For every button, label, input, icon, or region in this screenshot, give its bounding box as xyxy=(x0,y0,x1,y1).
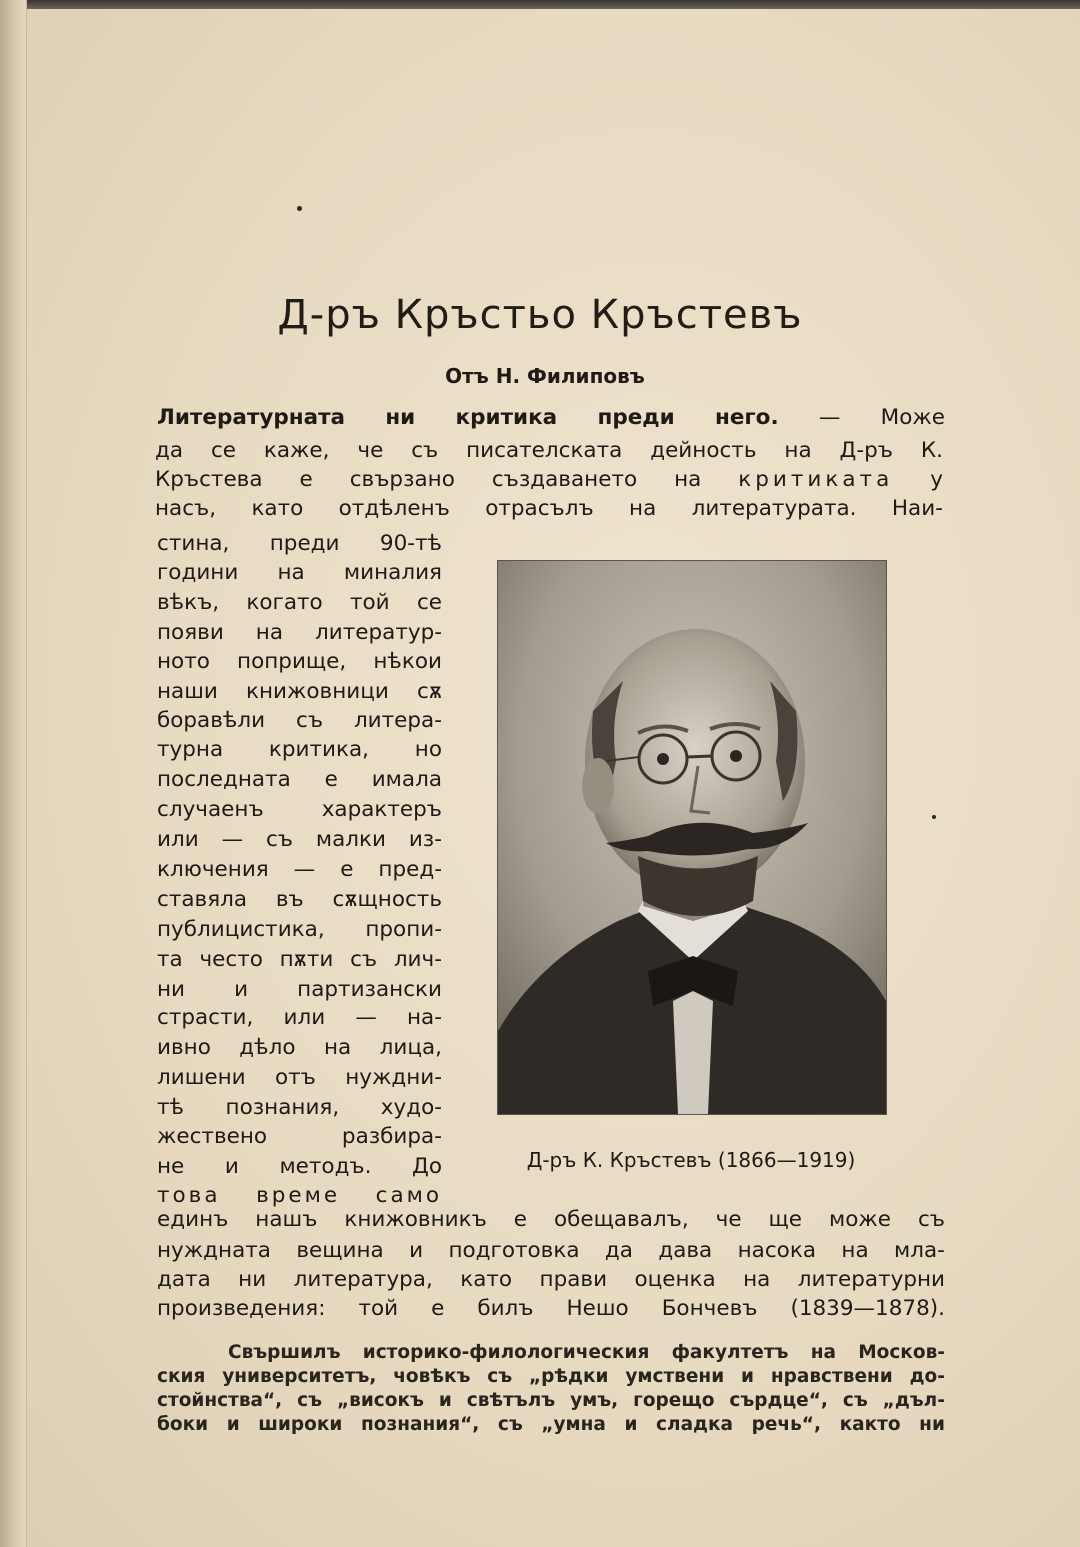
text-line xyxy=(157,618,442,648)
word: ще xyxy=(768,1207,803,1232)
word: е xyxy=(299,467,313,492)
word: ставяла xyxy=(157,887,248,912)
word: у xyxy=(930,467,943,492)
word: литератур- xyxy=(315,620,442,645)
ink-speck xyxy=(297,206,302,211)
word: критиката xyxy=(738,467,894,492)
word: прави xyxy=(539,1267,608,1292)
word: сѫщность xyxy=(332,887,442,912)
word: турна xyxy=(157,737,224,762)
word: съ xyxy=(297,1390,323,1411)
word: да xyxy=(604,1238,633,1263)
word: че xyxy=(357,438,384,463)
word: миналия xyxy=(343,560,442,585)
word: худо- xyxy=(380,1095,442,1120)
word: дава xyxy=(658,1238,713,1263)
word: ни xyxy=(919,1414,945,1435)
word: съ xyxy=(265,827,293,852)
word: боравѣли xyxy=(157,708,266,733)
word: пред- xyxy=(378,857,442,882)
text-line xyxy=(157,915,442,945)
word: когато xyxy=(246,590,323,615)
word: — xyxy=(293,857,316,882)
word: из- xyxy=(408,827,442,852)
word: ключения xyxy=(157,857,269,882)
ink-speck xyxy=(932,815,936,819)
footnote-line xyxy=(228,1340,945,1366)
word: въ xyxy=(275,887,304,912)
word: лица, xyxy=(379,1035,442,1060)
word: историко-филологическия xyxy=(362,1342,650,1363)
word: на xyxy=(841,1238,869,1263)
word: вѣкъ, xyxy=(157,590,220,615)
word: съ xyxy=(917,1207,945,1232)
text-line xyxy=(157,647,442,677)
word: книжовникъ xyxy=(344,1207,487,1232)
word: университетъ, xyxy=(222,1366,377,1387)
word: Свършилъ xyxy=(228,1342,341,1363)
page-binding-shadow xyxy=(0,0,27,1547)
word: се xyxy=(210,438,236,463)
text-line xyxy=(157,677,442,707)
word: и xyxy=(234,977,249,1002)
word: умствени xyxy=(625,1366,725,1387)
word: Кръстева xyxy=(155,467,263,492)
word: пропи- xyxy=(365,917,442,942)
word: ни xyxy=(157,977,186,1002)
article-title: Д-ръ Кръстьо Кръстевъ xyxy=(277,292,803,338)
word: пѫти xyxy=(279,947,334,972)
word: нуждната xyxy=(157,1238,271,1263)
footnote-line xyxy=(157,1364,945,1390)
word: човѣкъ xyxy=(393,1366,471,1387)
word: До xyxy=(412,1154,442,1179)
word: и xyxy=(409,1238,424,1263)
word: отрасълъ xyxy=(485,496,594,521)
text-line xyxy=(157,529,442,559)
word: Москов- xyxy=(858,1342,945,1363)
word: познания“, xyxy=(360,1414,480,1435)
word: често xyxy=(199,947,263,972)
word: появи xyxy=(157,620,224,645)
word: (1839—1878). xyxy=(790,1296,945,1321)
word: или xyxy=(283,1005,326,1030)
text-line xyxy=(157,825,442,855)
word: „високъ xyxy=(336,1390,424,1411)
word: се xyxy=(416,590,442,615)
word: и xyxy=(741,1366,754,1387)
word: критика, xyxy=(268,737,370,762)
word: на xyxy=(323,1035,352,1060)
word: 90-тѣ xyxy=(379,531,442,556)
text-line xyxy=(157,945,442,975)
word: или xyxy=(157,827,199,852)
portrait-image xyxy=(498,561,886,1114)
word: е xyxy=(340,857,354,882)
article-byline: Отъ Н. Филиповъ xyxy=(445,364,645,388)
word: дата xyxy=(157,1267,211,1292)
text-line xyxy=(157,1122,442,1152)
text-line xyxy=(157,765,442,795)
word: на xyxy=(784,438,812,463)
word: е xyxy=(324,767,338,792)
word: нѣкои xyxy=(373,649,442,674)
word: това xyxy=(157,1183,221,1208)
word: обещавалъ, xyxy=(553,1207,689,1232)
word: насока xyxy=(737,1238,816,1263)
word: лишени xyxy=(157,1065,246,1090)
word: на xyxy=(629,496,657,521)
text-line xyxy=(157,1265,945,1295)
text-line xyxy=(157,1205,945,1235)
word: каже, xyxy=(263,438,330,463)
word: книжовници xyxy=(246,679,389,704)
word: лич- xyxy=(393,947,442,972)
word: — xyxy=(818,405,841,430)
word: но xyxy=(414,737,442,762)
word: ския xyxy=(157,1366,206,1387)
word: ни xyxy=(238,1267,267,1292)
word: — xyxy=(355,1005,377,1030)
word: на xyxy=(277,560,305,585)
word: той xyxy=(358,1296,399,1321)
text-line xyxy=(157,1294,945,1324)
word: съ xyxy=(411,438,439,463)
word: критика xyxy=(455,405,558,430)
text-line xyxy=(157,1003,442,1033)
word: та xyxy=(157,947,183,972)
word: литературни xyxy=(797,1267,945,1292)
word: ивно xyxy=(157,1035,211,1060)
text-line xyxy=(157,1152,442,1182)
word: разбира- xyxy=(341,1124,442,1149)
word: факултетъ xyxy=(671,1342,789,1363)
word: съ xyxy=(296,708,324,733)
text-line xyxy=(155,465,943,495)
text-line xyxy=(157,1063,442,1093)
word: свързано xyxy=(349,467,455,492)
word: „умна xyxy=(541,1414,606,1435)
word: само xyxy=(375,1183,442,1208)
word: мла- xyxy=(894,1238,945,1263)
word: като xyxy=(251,496,304,521)
word: тѣ xyxy=(157,1095,184,1120)
word: и xyxy=(438,1390,452,1411)
word: на xyxy=(810,1342,836,1363)
word: нуждни- xyxy=(345,1065,442,1090)
word: горещо xyxy=(633,1390,715,1411)
text-line xyxy=(157,735,442,765)
word: нашъ xyxy=(255,1207,318,1232)
text-line xyxy=(157,855,442,885)
footnote-line xyxy=(157,1412,945,1438)
word: нравствени xyxy=(770,1366,893,1387)
word: поприще, xyxy=(237,649,347,674)
word: публицистика, xyxy=(157,917,325,942)
word: литера- xyxy=(353,708,442,733)
word: е xyxy=(431,1296,445,1321)
word: партизански xyxy=(297,977,442,1002)
word: на xyxy=(743,1267,771,1292)
word: вещина xyxy=(296,1238,384,1263)
word: литература, xyxy=(293,1267,433,1292)
word: е xyxy=(513,1207,527,1232)
word: „дъл- xyxy=(882,1390,945,1411)
word: литературата. xyxy=(691,496,857,521)
word: както xyxy=(839,1414,901,1435)
word: умъ, xyxy=(570,1390,619,1411)
text-line xyxy=(157,795,442,825)
word: съ xyxy=(350,947,378,972)
word: преди xyxy=(269,531,340,556)
word: стина, xyxy=(157,531,230,556)
word: като xyxy=(460,1267,513,1292)
word: и xyxy=(624,1414,638,1435)
text-line xyxy=(157,588,442,618)
word: съ xyxy=(497,1414,523,1435)
word: на xyxy=(255,620,284,645)
word: страсти, xyxy=(157,1005,254,1030)
text-line xyxy=(155,494,943,524)
word: време xyxy=(256,1183,341,1208)
word: да xyxy=(155,438,184,463)
word: произведения: xyxy=(157,1296,326,1321)
word: писателската xyxy=(466,438,623,463)
scan-edge xyxy=(0,0,1080,9)
text-line xyxy=(157,558,442,588)
word: дѣло xyxy=(239,1035,296,1060)
word: ното xyxy=(157,649,210,674)
word: „рѣдки xyxy=(528,1366,609,1387)
word: подготовка xyxy=(448,1238,580,1263)
word: имала xyxy=(371,767,442,792)
portrait-photo xyxy=(497,560,887,1115)
word: сладка xyxy=(656,1414,734,1435)
word: боки xyxy=(157,1414,209,1435)
word: на- xyxy=(407,1005,442,1030)
word: съ xyxy=(487,1366,513,1387)
word: жествено xyxy=(157,1124,268,1149)
word: наши xyxy=(157,679,218,704)
word: Нешо xyxy=(566,1296,629,1321)
word: — xyxy=(221,827,244,852)
word: създаването xyxy=(491,467,638,492)
word: характеръ xyxy=(321,797,442,822)
word: до- xyxy=(909,1366,945,1387)
text-line xyxy=(157,706,442,736)
word: може xyxy=(828,1207,891,1232)
footnote-line xyxy=(157,1388,945,1414)
text-line xyxy=(157,1033,442,1063)
text-line xyxy=(157,403,945,433)
word: той xyxy=(350,590,390,615)
word: и xyxy=(224,1154,239,1179)
text-line xyxy=(157,885,442,915)
word: случаенъ xyxy=(157,797,264,822)
word: преди xyxy=(597,405,675,430)
word: и xyxy=(226,1414,240,1435)
word: него. xyxy=(715,405,779,430)
word: Литературната xyxy=(157,405,346,430)
word: отдѣленъ xyxy=(338,496,450,521)
word: единъ xyxy=(157,1207,229,1232)
word: насъ, xyxy=(155,496,217,521)
word: на xyxy=(674,467,702,492)
word: сѫ xyxy=(417,679,442,704)
word: речь“, xyxy=(751,1414,821,1435)
word: съ xyxy=(842,1390,868,1411)
word: методъ. xyxy=(279,1154,372,1179)
word: не xyxy=(157,1154,185,1179)
word: че xyxy=(715,1207,742,1232)
word: познания, xyxy=(225,1095,340,1120)
photo-caption: Д-ръ К. Кръстевъ (1866—1919) xyxy=(526,1148,856,1172)
text-line xyxy=(155,436,943,466)
text-line xyxy=(157,1093,442,1123)
word: ни xyxy=(385,405,416,430)
word: Д-ръ xyxy=(839,438,893,463)
word: Наи- xyxy=(891,496,943,521)
word: Може xyxy=(880,405,945,430)
word: сърдце“, xyxy=(729,1390,828,1411)
word: години xyxy=(157,560,239,585)
word: К. xyxy=(920,438,943,463)
word: свѣтълъ xyxy=(466,1390,556,1411)
text-line xyxy=(157,975,442,1005)
text-line xyxy=(157,1236,945,1266)
word: широки xyxy=(258,1414,343,1435)
word: малки xyxy=(315,827,386,852)
word: дейность xyxy=(650,438,757,463)
word: Бончевъ xyxy=(661,1296,758,1321)
word: билъ xyxy=(477,1296,534,1321)
word: последната xyxy=(157,767,291,792)
word: отъ xyxy=(274,1065,316,1090)
word: оценка xyxy=(634,1267,716,1292)
word: стойнства“, xyxy=(157,1390,283,1411)
